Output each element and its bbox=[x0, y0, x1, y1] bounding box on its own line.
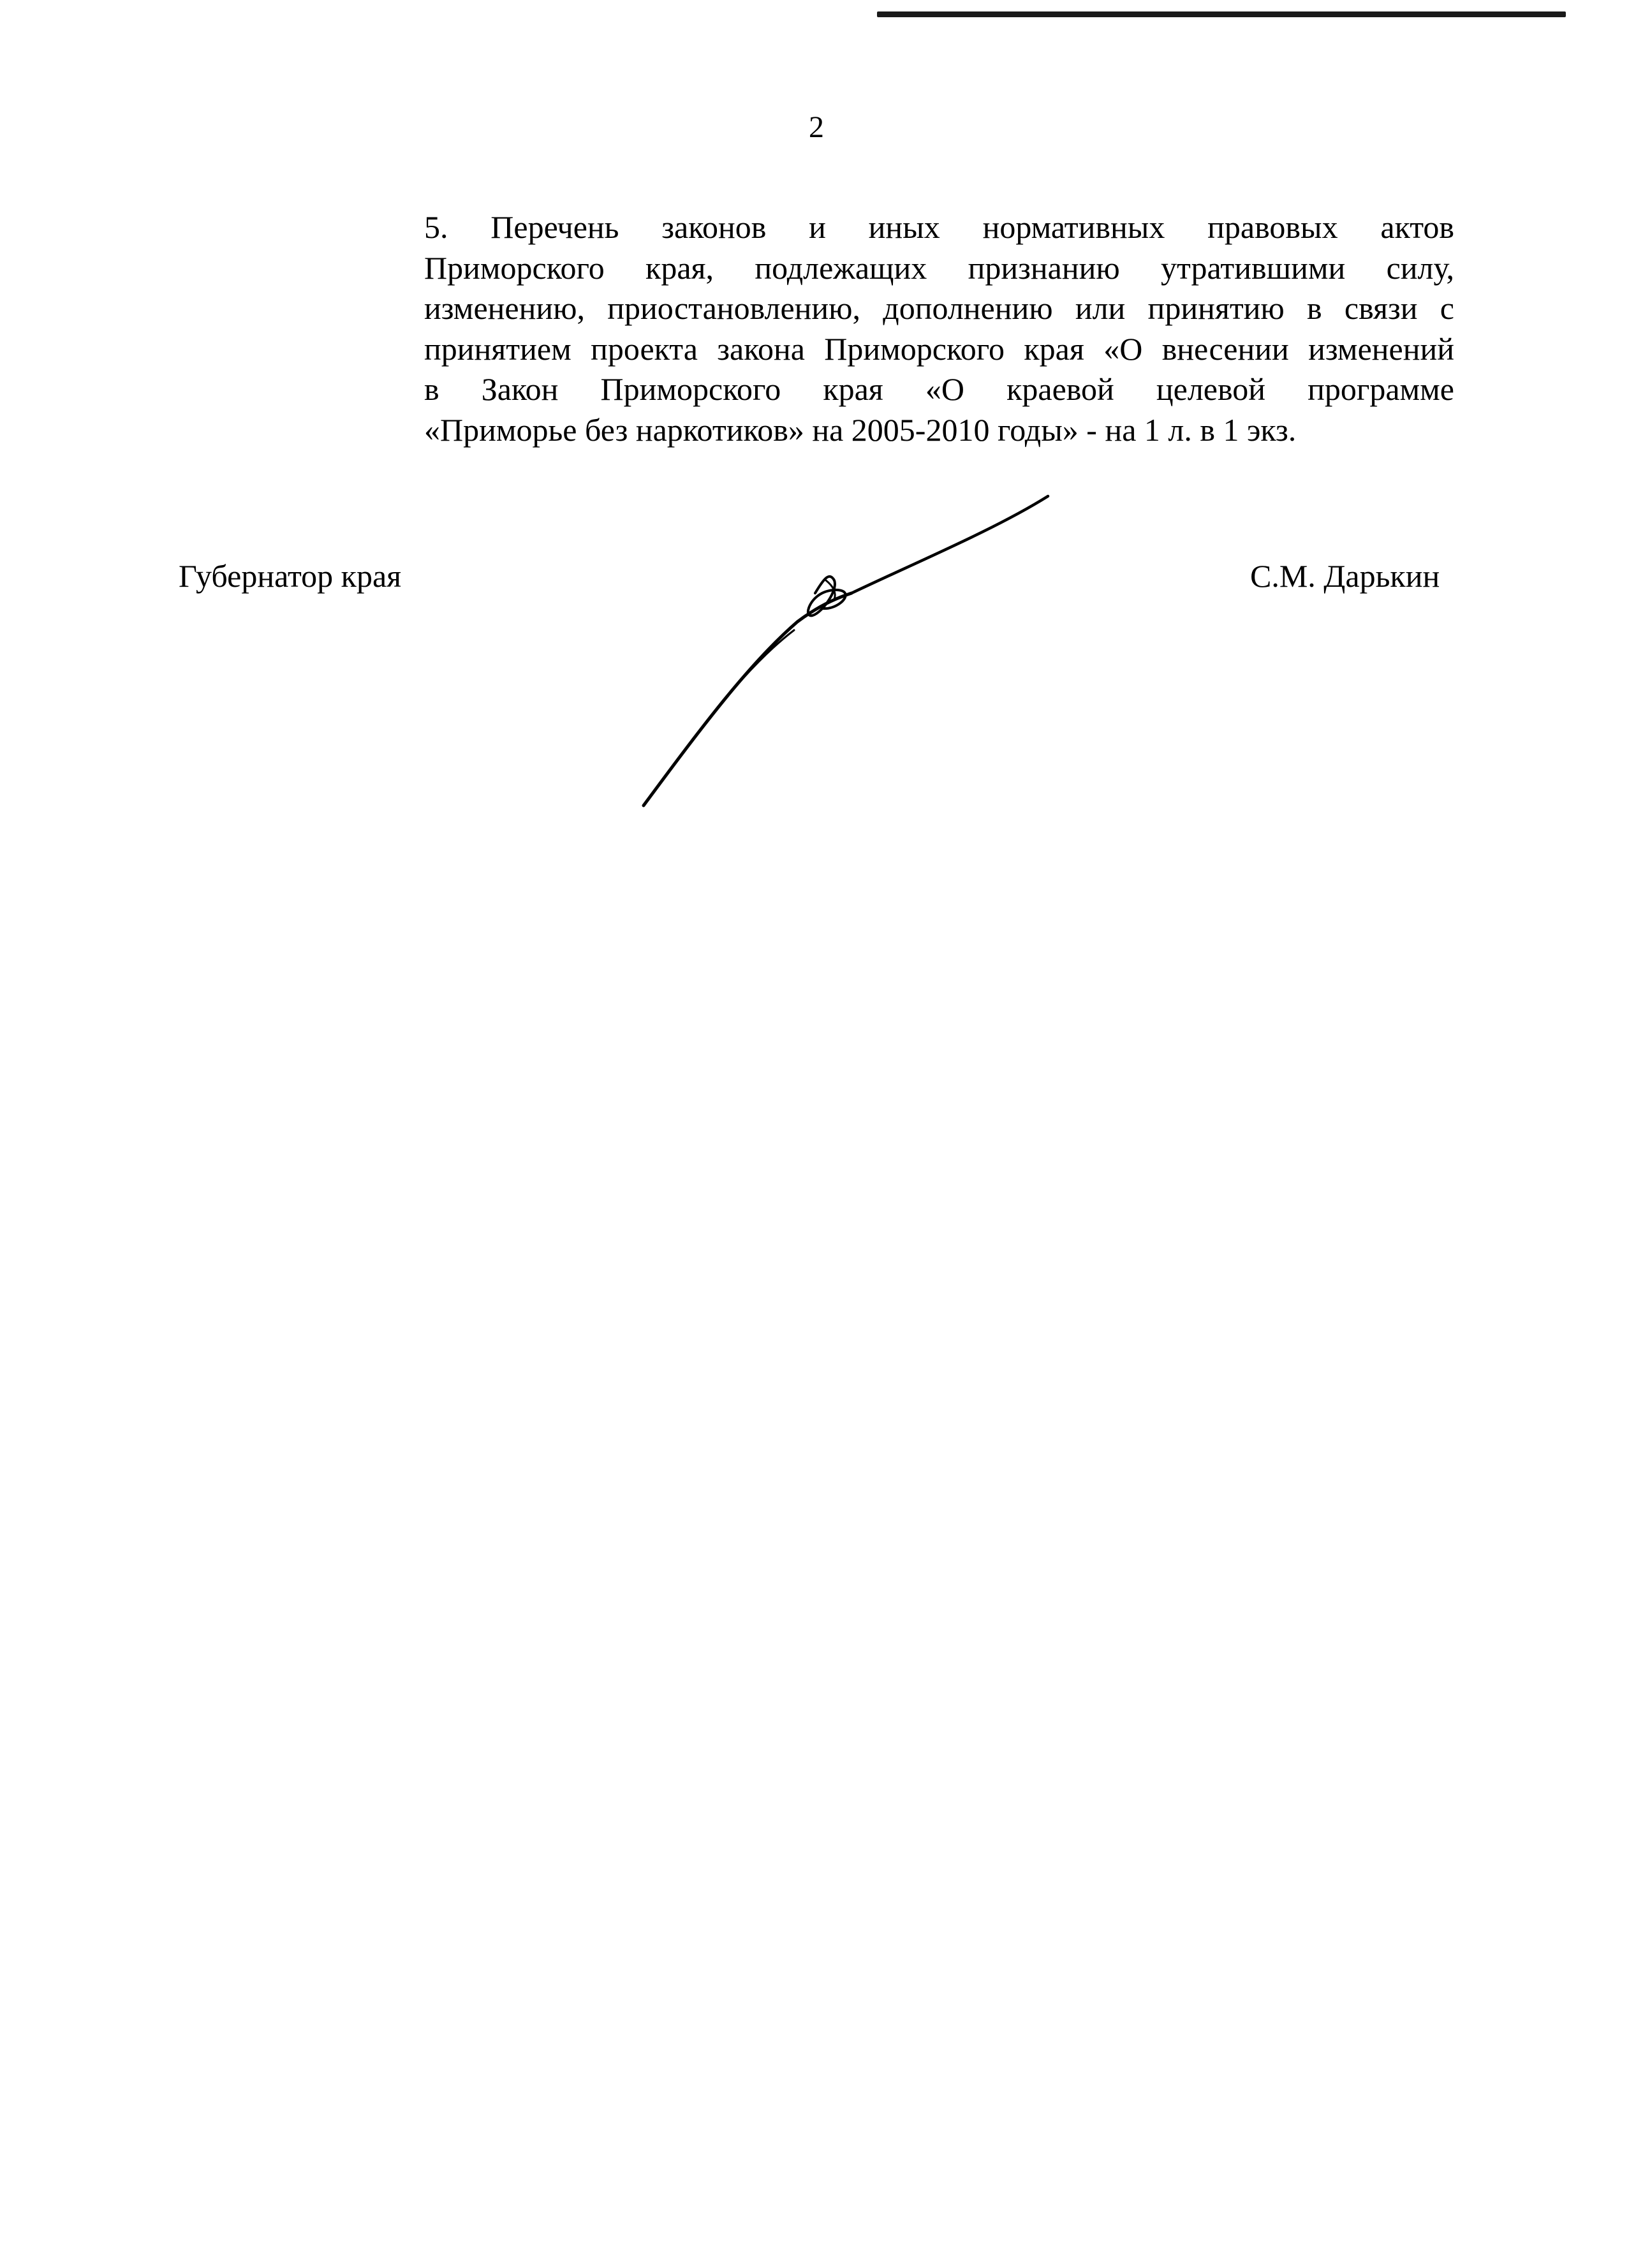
signatory-title: Губернатор края bbox=[179, 558, 402, 594]
item-line-4: принятием проекта закона Приморского края «О внесении изменений bbox=[424, 330, 1454, 367]
handwritten-signature bbox=[631, 485, 1065, 816]
enumerated-item bbox=[424, 207, 1454, 450]
item-line-3: изменению, приостановлению, дополнению или принятию в связи с bbox=[424, 290, 1454, 326]
item-line-5: в Закон Приморского края «О краевой целевой программе bbox=[424, 371, 1454, 407]
page-number: 2 bbox=[809, 110, 824, 144]
signatory-name: С.М. Дарькин bbox=[1250, 558, 1440, 594]
scan-edge-line bbox=[877, 11, 1566, 17]
item-line-2: Приморского края, подлежащих признанию утратившими силу, bbox=[424, 249, 1454, 286]
item-line-6: «Приморье без наркотиков» на 2005-2010 годы» - на 1 л. в 1 экз. bbox=[424, 411, 1297, 448]
item-line-1: 5. Перечень законов и иных нормативных правовых актов bbox=[424, 209, 1454, 245]
